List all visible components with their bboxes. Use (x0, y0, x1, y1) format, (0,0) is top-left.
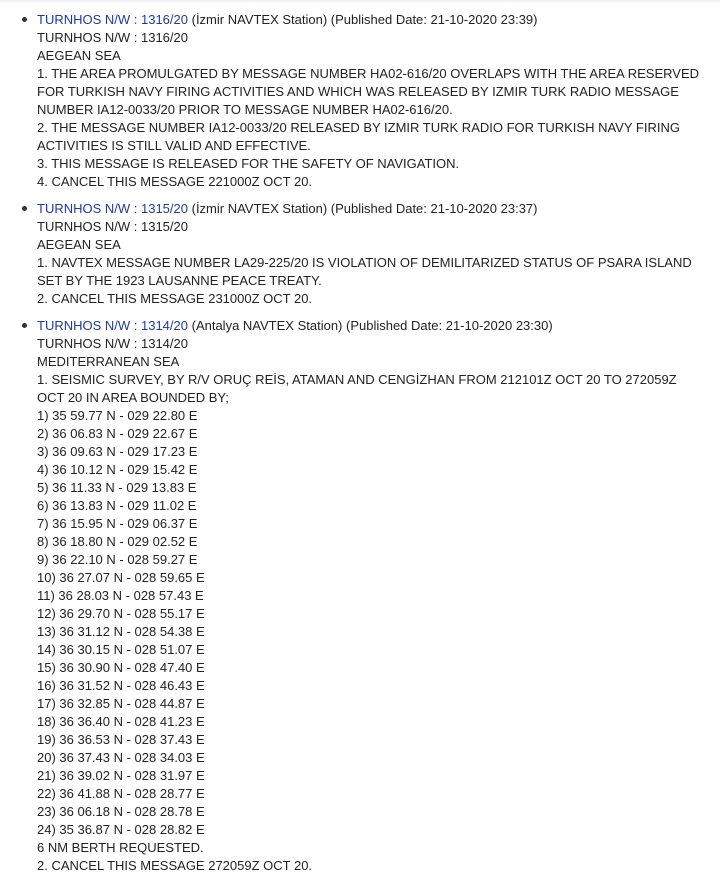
message-line: 18) 36 36.40 N - 028 41.23 E (37, 714, 205, 729)
message-line: 14) 36 30.15 N - 028 51.07 E (37, 642, 205, 657)
message-line: TURNHOS N/W : 1315/20 (37, 219, 188, 234)
navtex-message (0, 200, 720, 308)
message-line: 10) 36 27.07 N - 028 59.65 E (37, 570, 205, 585)
message-line: TURNHOS N/W : 1314/20 (37, 336, 188, 351)
message-line: 1. THE AREA PROMULGATED BY MESSAGE NUMBER HA02-616/20 OVERLAPS WITH THE AREA RESERVED FOR TURKISH NAVY FIRING ACTIVITIES AND WHICH WAS RELEASED BY IZMIR TURK RADIO MESSAGE NUMBER IA12-0033/20 PRIOR TO MESSAGE NUMBER HA02-616/20. (37, 66, 700, 117)
message-line: 1) 35 59.77 N - 029 22.80 E (37, 408, 198, 423)
navtex-message (0, 317, 720, 875)
message-line: 2) 36 06.83 N - 029 22.67 E (37, 426, 198, 441)
message-header (37, 317, 720, 335)
message-line: 11) 36 28.03 N - 028 57.43 E (37, 588, 204, 603)
message-line: 2. CANCEL THIS MESSAGE 231000Z OCT 20. (37, 291, 313, 306)
message-line: 22) 36 41.88 N - 028 28.77 E (37, 786, 205, 801)
message-line: 2. THE MESSAGE NUMBER IA12-0033/20 RELEASED BY IZMIR TURK RADIO FOR TURKISH NAVY FIRING ACTIVITIES IS STILL VALID AND EFFECTIVE. (37, 120, 680, 153)
message-link[interactable]: TURNHOS N/W : 1315/20 (37, 201, 188, 216)
message-line: 4. CANCEL THIS MESSAGE 221000Z OCT 20. (37, 174, 313, 189)
message-line: AEGEAN SEA (37, 237, 121, 252)
message-line: 8) 36 18.80 N - 029 02.52 E (37, 534, 198, 549)
message-line: 21) 36 39.02 N - 028 31.97 E (37, 768, 205, 783)
message-line: 2. CANCEL THIS MESSAGE 272059Z OCT 20. (37, 858, 313, 873)
message-line: 1. NAVTEX MESSAGE NUMBER LA29-225/20 IS VIOLATION OF DEMILITARIZED STATUS OF PSARA ISLAND SET BY THE 1923 LAUSANNE PEACE TREATY. (37, 255, 692, 288)
message-link[interactable]: TURNHOS N/W : 1316/20 (37, 12, 188, 27)
message-meta: (İzmir NAVTEX Station) (Published Date: 21-10-2020 23:37) (188, 201, 538, 216)
top-edge (0, 0, 720, 4)
message-line: AEGEAN SEA (37, 48, 121, 63)
message-line: 6 NM BERTH REQUESTED. (37, 840, 204, 855)
message-line: 24) 35 36.87 N - 028 28.82 E (37, 822, 205, 837)
message-line: 4) 36 10.12 N - 029 15.42 E (37, 462, 198, 477)
message-line: 13) 36 31.12 N - 028 54.38 E (37, 624, 205, 639)
message-line: 3. THIS MESSAGE IS RELEASED FOR THE SAFETY OF NAVIGATION. (37, 156, 460, 171)
message-line: 17) 36 32.85 N - 028 44.87 E (37, 696, 205, 711)
message-line: 3) 36 09.63 N - 029 17.23 E (37, 444, 198, 459)
message-line: 19) 36 36.53 N - 028 37.43 E (37, 732, 205, 747)
message-line: 20) 36 37.43 N - 028 34.03 E (37, 750, 205, 765)
message-line: 7) 36 15.95 N - 029 06.37 E (37, 516, 198, 531)
message-line: 12) 36 29.70 N - 028 55.17 E (37, 606, 205, 621)
message-line: 16) 36 31.52 N - 028 46.43 E (37, 678, 205, 693)
message-header (37, 200, 720, 218)
message-meta: (Antalya NAVTEX Station) (Published Date: 21-10-2020 23:30) (188, 318, 553, 333)
message-line: TURNHOS N/W : 1316/20 (37, 30, 188, 45)
message-line: 5) 36 11.33 N - 029 13.83 E (37, 480, 197, 495)
message-header (37, 11, 720, 29)
message-line: 9) 36 22.10 N - 028 59.27 E (37, 552, 198, 567)
message-meta: (İzmir NAVTEX Station) (Published Date: 21-10-2020 23:39) (188, 12, 538, 27)
message-line: 1. SEISMIC SURVEY, BY R/V ORUÇ REİS, ATAMAN AND CENGİZHAN FROM 212101Z OCT 20 TO 272059Z OCT 20 IN AREA BOUNDED BY; (37, 372, 677, 405)
message-line: 15) 36 30.90 N - 028 47.40 E (37, 660, 205, 675)
message-line: MEDITERRANEAN SEA (37, 354, 180, 369)
navtex-message (0, 11, 720, 191)
message-line: 6) 36 13.83 N - 029 11.02 E (37, 498, 197, 513)
message-line: 23) 36 06.18 N - 028 28.78 E (37, 804, 205, 819)
message-link[interactable]: TURNHOS N/W : 1314/20 (37, 318, 188, 333)
